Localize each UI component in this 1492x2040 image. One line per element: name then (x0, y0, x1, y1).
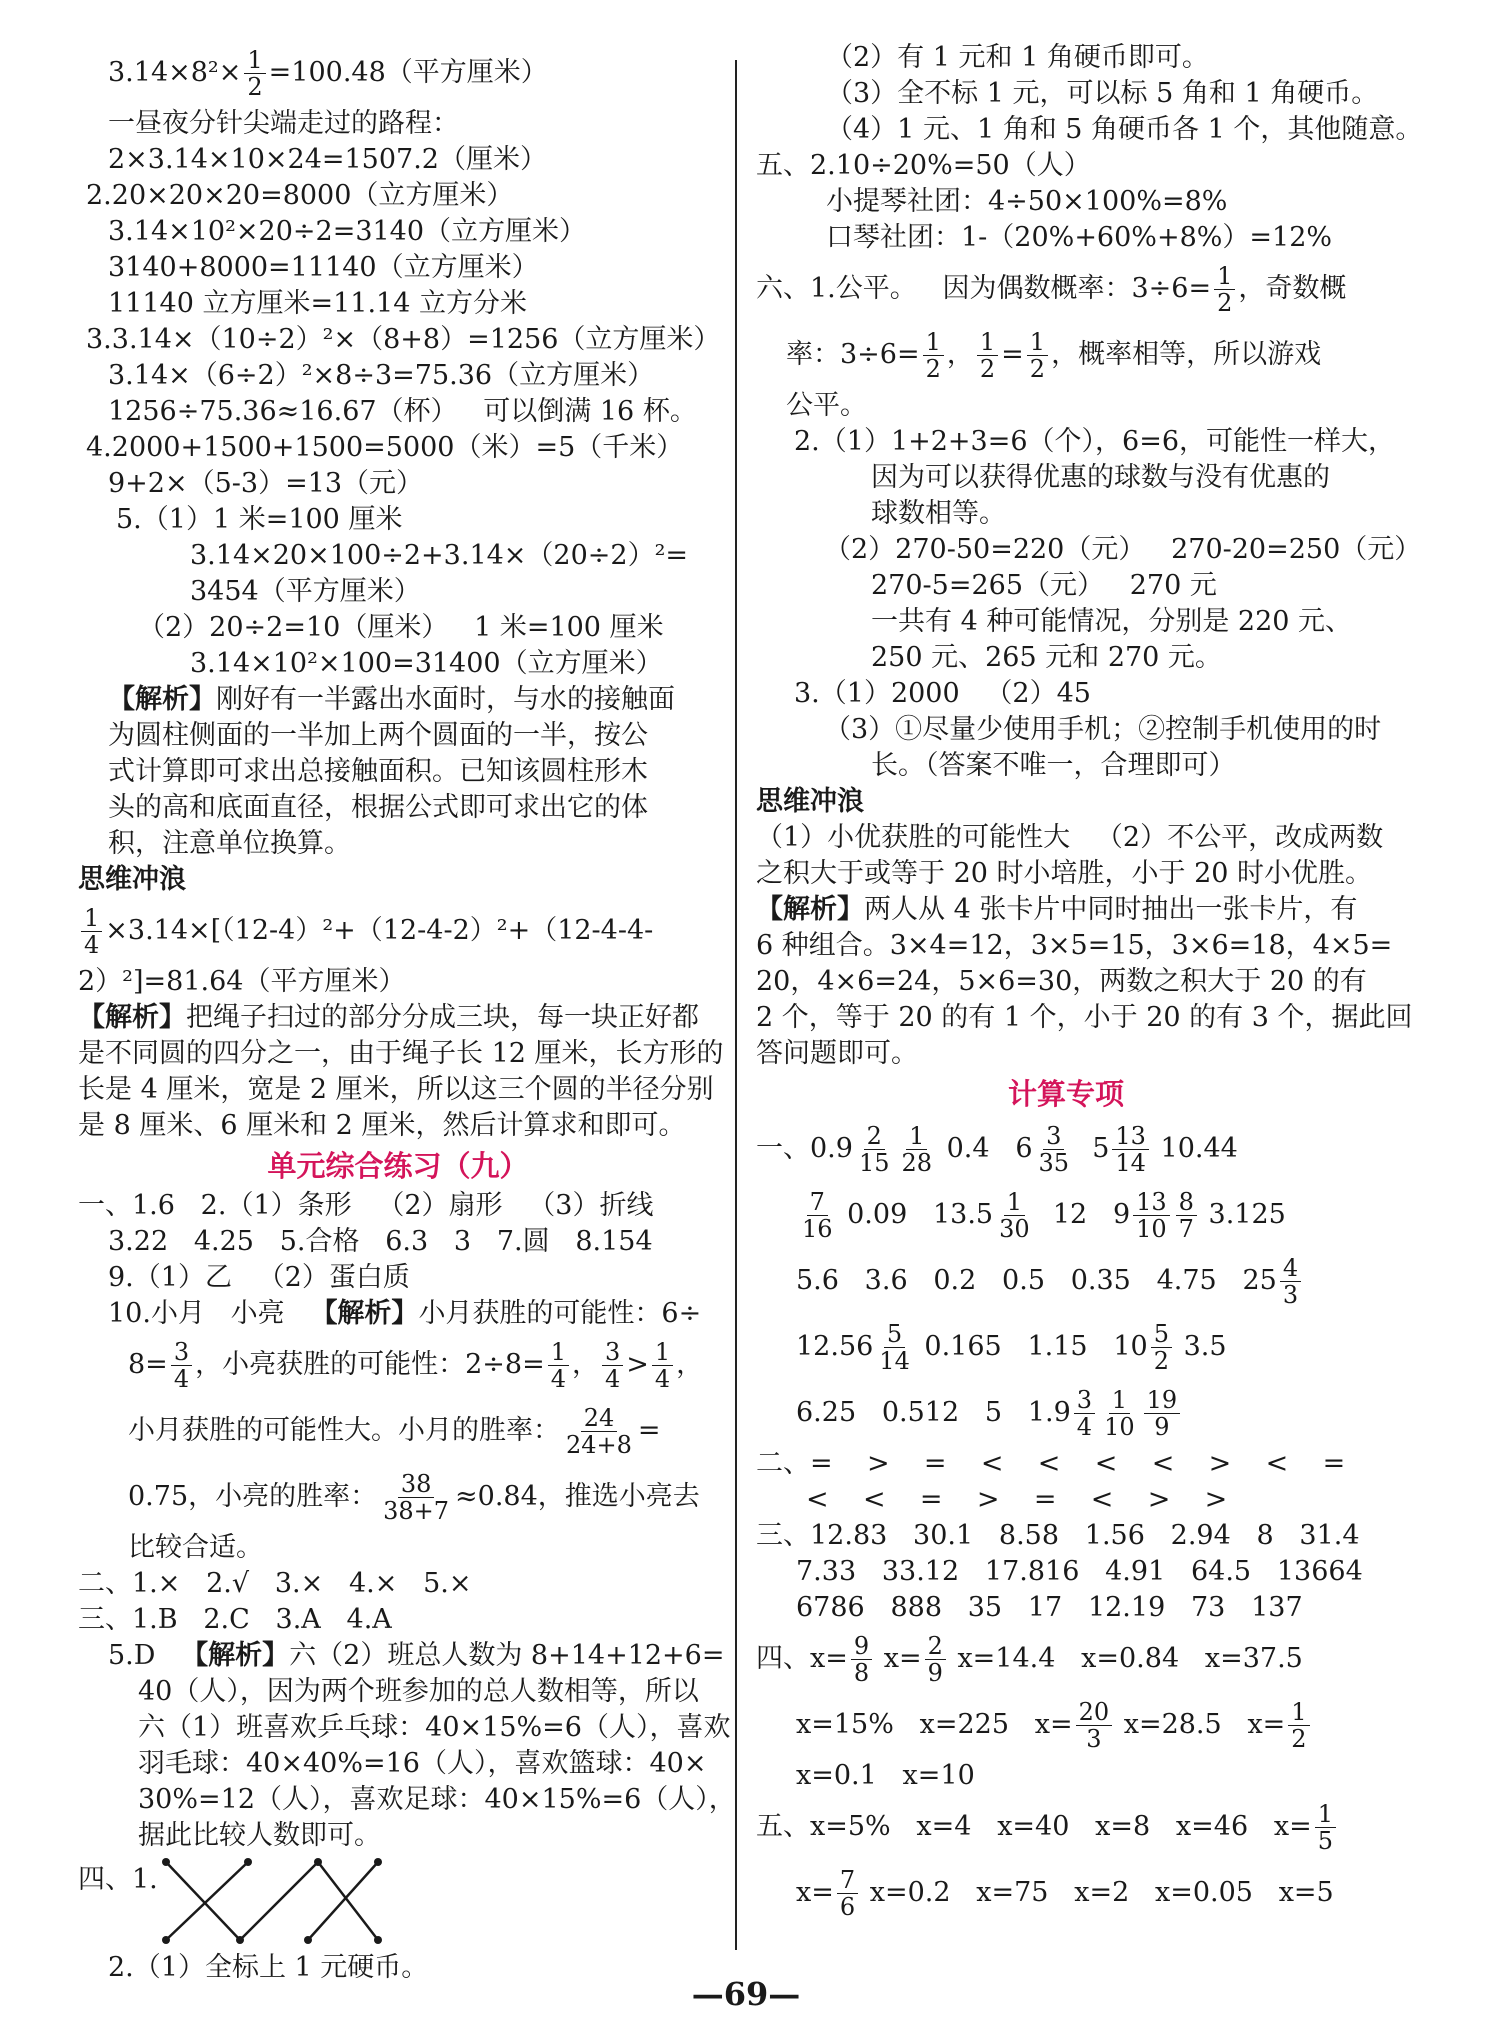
calc-line: 5.6 3.6 0.2 0.5 0.35 4.75 25 $\frac{4}{3}$ (756, 1248, 1376, 1314)
answer-line: 因为可以获得优惠的球数与没有优惠的 (871, 462, 1330, 493)
analysis-line: 长是 4 厘米，宽是 2 厘米，所以这三个圆的半径分别 (78, 1074, 714, 1105)
answer-line: 10.小月 小亮 【解析】小月获胜的可能性：6÷ (108, 1298, 702, 1329)
fraction: $\frac{3}{4}$ (602, 1339, 623, 1392)
fraction: $\frac{19}{9}$ (1144, 1387, 1181, 1440)
answer-line: （3）①尽量少使用手机；②控制手机使用的时 (824, 714, 1382, 745)
page-number: —69— (691, 1975, 801, 2013)
analysis-line: 【解析】两人从 4 张卡片中同时抽出一张卡片，有 (756, 894, 1358, 925)
analysis-line: 式计算即可求出总接触面积。已知该圆柱形木 (108, 756, 648, 787)
calc-line: x=0.1 x=10 (796, 1760, 975, 1791)
match-dot (162, 1936, 170, 1944)
calc-line: 6786 888 35 17 12.19 73 137 (796, 1592, 1303, 1623)
answer-line: （1）小优获胜的可能性大 （2）不公平，改成两数 (756, 822, 1384, 853)
answer-line: 一共有 4 种可能情况，分别是 220 元、 (871, 606, 1353, 637)
fraction: $\frac{1}{2}$ (244, 47, 265, 100)
match-dot (162, 1858, 170, 1866)
right-column (756, 40, 1423, 1926)
analysis-line: 20，4×6=24，5×6=30，两数之积大于 20 的有 (756, 966, 1367, 997)
answer-line: （2）20÷2=10（厘米） 1 米=100 厘米 (138, 612, 664, 643)
answer-line: （2）270-50=220（元） 270-20=250（元） (824, 534, 1422, 565)
fraction: $\frac{1}{2}$ (1288, 1699, 1309, 1752)
answer-line: 三、1.B 2.C 3.A 4.A (78, 1604, 392, 1635)
answer-line: 五、2.10÷20%=50（人） (756, 150, 1091, 181)
calculation-heading: 计算专项 (1007, 1077, 1124, 1111)
answer-line: 250 元、265 元和 270 元。 (871, 642, 1222, 673)
matching-answer: 四、1. (78, 1854, 718, 1950)
analysis-line: 2 个，等于 20 的有 1 个，小于 20 的有 3 个，据此回 (756, 1002, 1413, 1033)
answer-line: 1256÷75.36≈16.67（杯） 可以倒满 16 杯。 (108, 396, 697, 427)
fraction: $\frac{1}{30}$ (999, 1187, 1030, 1243)
fraction: $\frac{2}{15}$ (858, 1121, 890, 1177)
fraction: $\frac{1}{5}$ (1315, 1801, 1336, 1854)
answer-line: 2×3.14×10×24=1507.2（厘米） (108, 144, 547, 175)
answer-line: 小提琴社团：4÷50×100%=8% (826, 186, 1228, 217)
match-dot (244, 1858, 252, 1866)
answer-line: 270-5=265（元） 270 元 (871, 570, 1217, 601)
answer-line: 3.14×8²× $\frac{1}{2}$ =100.48（平方厘米） (108, 45, 548, 101)
fraction: $\frac{13}{10}$ (1133, 1189, 1170, 1242)
analysis-line: 【解析】把绳子扫过的部分分成三块，每一块正好都 (78, 1002, 699, 1033)
match-dot (374, 1858, 382, 1866)
matching-lines-diagram (158, 1854, 388, 1950)
answer-line: 2.20×20×20=8000（立方厘米） (86, 180, 514, 211)
calc-line: 五、x=5% x=4 x=40 x=8 x=46 x= $\frac{1}{5}$ (756, 1794, 1376, 1860)
answer-line: 二、1.× 2.√ 3.× 4.× 5.× (78, 1568, 472, 1599)
fraction: $\frac{20}{3}$ (1076, 1699, 1113, 1752)
answer-line: 小月获胜的可能性大。小月的胜率： $\frac{24}{24+8}$ = (128, 1403, 661, 1459)
answer-line: 3.3.14×（10÷2）²×（8+8）=1256（立方厘米） (86, 324, 721, 355)
answer-line: 0.75，小亮的胜率： $\frac{38}{38+7}$ ≈0.84，推选小亮去 (128, 1469, 700, 1525)
fraction: $\frac{2}{9}$ (925, 1633, 946, 1686)
analysis-line: 40（人），因为两个班参加的总人数相等，所以 (138, 1676, 699, 1707)
analysis-line: 积，注意单位换算。 (108, 828, 351, 859)
answer-line: 球数相等。 (871, 498, 1006, 529)
fraction: $\frac{1}{2}$ (977, 329, 998, 382)
answer-line: （3）全不标 1 元，可以标 5 角和 1 角硬币。 (826, 78, 1379, 109)
fraction: $\frac{1}{2}$ (1214, 263, 1235, 316)
calc-line: 四、x= $\frac{9}{8}$ x= $\frac{2}{9}$ x=14.4 x=0.84 x=37.5 (756, 1631, 1303, 1687)
answer-line: 5.（1）1 米=100 厘米 (116, 504, 403, 535)
answer-line: 六、1.公平。 因为偶数概率：3÷6= $\frac{1}{2}$ ，奇数概 (756, 261, 1347, 317)
fraction: $\frac{8}{7}$ (1176, 1189, 1197, 1242)
answer-line: 3.22 4.25 5.合格 6.3 3 7.圆 8.154 (108, 1226, 653, 1257)
fraction: $\frac{3}{4}$ (171, 1339, 192, 1392)
answer-line: 口琴社团：1-（20%+60%+8%）=12% (826, 222, 1333, 253)
analysis-line: 六（1）班喜欢乒乓球：40×15%=6（人），喜欢 (138, 1712, 731, 1743)
answer-line: 长。（答案不唯一，合理即可） (871, 750, 1236, 781)
answer-line: 公平。 (786, 390, 867, 421)
answer-line: （2）有 1 元和 1 角硬币即可。 (826, 42, 1209, 73)
answer-line: 率：3÷6= $\frac{1}{2}$ ， $\frac{1}{2}$ = $\frac{1}{2}$ ，概率相等，所以游戏 (786, 327, 1322, 383)
analysis-line: 6 种组合。3×4=12，3×5=15，3×6=18，4×5= (756, 930, 1393, 961)
calc-line: 一、0.9 $\frac{2}{15}$ $\frac{1}{28}$ 0.4 6 $\frac{3}{35}$ 5 $\frac{13}{14}$ 10.44 (756, 1121, 1238, 1177)
answer-line: 8= $\frac{3}{4}$ ，小亮获胜的可能性：2÷8= $\frac{1}{4}$ ， $\frac{3}{4}$ > $\frac{1}{4}$ ， (128, 1337, 704, 1393)
analysis-line: 是 8 厘米、6 厘米和 2 厘米，然后计算求和即可。 (78, 1110, 686, 1141)
answer-line: 2.（1）1+2+3=6（个），6=6，可能性一样大， (794, 426, 1395, 457)
answer-line: 3.14×10²×100=31400（立方厘米） (190, 648, 663, 679)
answer-line: 3.（1）2000 （2）45 (794, 678, 1091, 709)
answer-line: 9+2×（5-3）=13（元） (108, 468, 424, 499)
match-dot (236, 1936, 244, 1944)
answer-line: 3.14×20×100÷2+3.14×（20÷2）²= (190, 540, 689, 571)
analysis-line: 答问题即可。 (756, 1038, 918, 1069)
calc-line: < < = > = < > > (806, 1484, 1228, 1515)
answer-line: 3.14×10²×20÷2=3140（立方厘米） (108, 216, 587, 247)
fraction: $\frac{1}{4}$ (548, 1339, 569, 1392)
analysis-line: 头的高和底面直径，根据公式即可求出它的体 (108, 792, 648, 823)
match-dot (374, 1936, 382, 1944)
fraction: $\frac{4}{3}$ (1280, 1255, 1301, 1308)
fraction: $\frac{1}{4}$ (652, 1339, 673, 1392)
answer-line: $\frac{1}{4}$ ×3.14×[（12-4）²+（12-4-2）²+（12-4-4- (78, 898, 718, 964)
fraction: $\frac{13}{14}$ (1112, 1123, 1149, 1176)
column-divider (735, 60, 737, 1950)
answer-line: 9.（1）乙 （2）蛋白质 (108, 1262, 410, 1293)
answer-line: 之积大于或等于 20 时小培胜，小于 20 时小优胜。 (756, 858, 1373, 889)
unit-exercise-heading: 单元综合练习（九） (267, 1149, 529, 1183)
answer-line: 4.2000+1500+1500=5000（米）=5（千米） (86, 432, 684, 463)
analysis-line: 羽毛球：40×40%=16（人），喜欢篮球：40× (138, 1748, 707, 1779)
answer-line: （4）1 元、1 角和 5 角硬币各 1 个，其他随意。 (826, 114, 1423, 145)
answer-line: 一昼夜分针尖端走过的路程： (108, 108, 459, 139)
match-dot (304, 1936, 312, 1944)
fraction: $\frac{1}{10}$ (1104, 1385, 1135, 1441)
analysis-line: 是不同圆的四分之一，由于绳子长 12 厘米，长方形的 (78, 1038, 724, 1069)
calc-line: $\frac{7}{16}$ 0.09 13.5 $\frac{1}{30}$ 12 9 $\frac{13}{10}$ $\frac{8}{7}$ 3.125 (756, 1182, 1376, 1248)
analysis-line: 为圆柱侧面的一半加上两个圆面的一半，按公 (108, 720, 648, 751)
answer-line: 3.14×（6÷2）²×8÷3=75.36（立方厘米） (108, 360, 655, 391)
left-column (78, 40, 736, 1986)
fraction: $\frac{24}{24+8}$ (566, 1403, 632, 1459)
answer-line: 3454（平方厘米） (190, 576, 421, 607)
fraction: $\frac{1}{4}$ (81, 905, 102, 958)
calc-line: x= $\frac{7}{6}$ x=0.2 x=75 x=2 x=0.05 x=5 (796, 1865, 1334, 1921)
calc-line: 7.33 33.12 17.816 4.91 64.5 13664 (796, 1556, 1363, 1587)
calc-line: 三、12.83 30.1 8.58 1.56 2.94 8 31.4 (756, 1520, 1360, 1551)
fraction: $\frac{7}{16}$ (802, 1187, 833, 1243)
fraction: $\frac{1}{2}$ (923, 329, 944, 382)
answer-line: 5.D 【解析】六（2）班总人数为 8+14+12+6= (108, 1640, 725, 1671)
fraction: $\frac{1}{2}$ (1027, 329, 1048, 382)
match-dot (314, 1858, 322, 1866)
analysis-line: 【解析】刚好有一半露出水面时，与水的接触面 (108, 684, 675, 715)
answer-line: 2.（1）全标上 1 元硬币。 (108, 1952, 429, 1983)
fraction: $\frac{9}{8}$ (851, 1633, 872, 1686)
answer-line: 3140+8000=11140（立方厘米） (108, 252, 539, 283)
fraction: $\frac{5}{14}$ (879, 1319, 910, 1375)
fraction: $\frac{3}{35}$ (1038, 1121, 1070, 1177)
calc-line: x=15% x=225 x= $\frac{20}{3}$ x=28.5 x= $\frac{1}{2}$ (756, 1692, 1376, 1758)
section-heading: 思维冲浪 (78, 864, 186, 895)
answer-line: 11140 立方厘米=11.14 立方分米 (108, 288, 527, 319)
fraction: $\frac{3}{4}$ (1074, 1387, 1095, 1440)
fraction: $\frac{1}{28}$ (901, 1121, 933, 1177)
answer-line: 一、1.6 2.（1）条形 （2）扇形 （3）折线 (78, 1190, 654, 1221)
fraction: $\frac{38}{38+7}$ (383, 1469, 450, 1525)
fraction: $\frac{5}{2}$ (1151, 1321, 1172, 1374)
calc-line: 6.25 0.512 5 1.9 $\frac{3}{4}$ $\frac{1}{10}$ $\frac{19}{9}$ (756, 1380, 1376, 1446)
fraction: $\frac{7}{6}$ (837, 1867, 858, 1920)
analysis-line: 据此比较人数即可。 (138, 1820, 381, 1851)
calc-line: 二、= > = < < < < > < = (756, 1448, 1346, 1479)
answer-line: 2）²]=81.64（平方厘米） (78, 966, 406, 997)
calc-line: 12.56 $\frac{5}{14}$ 0.165 1.15 10 $\frac{5}{2}$ 3.5 (796, 1319, 1227, 1375)
answer-line: 比较合适。 (128, 1532, 263, 1563)
match-line (240, 1862, 318, 1940)
section-heading: 思维冲浪 (756, 786, 864, 817)
analysis-line: 30%=12（人），喜欢足球：40×15%=6（人）， (138, 1784, 736, 1815)
